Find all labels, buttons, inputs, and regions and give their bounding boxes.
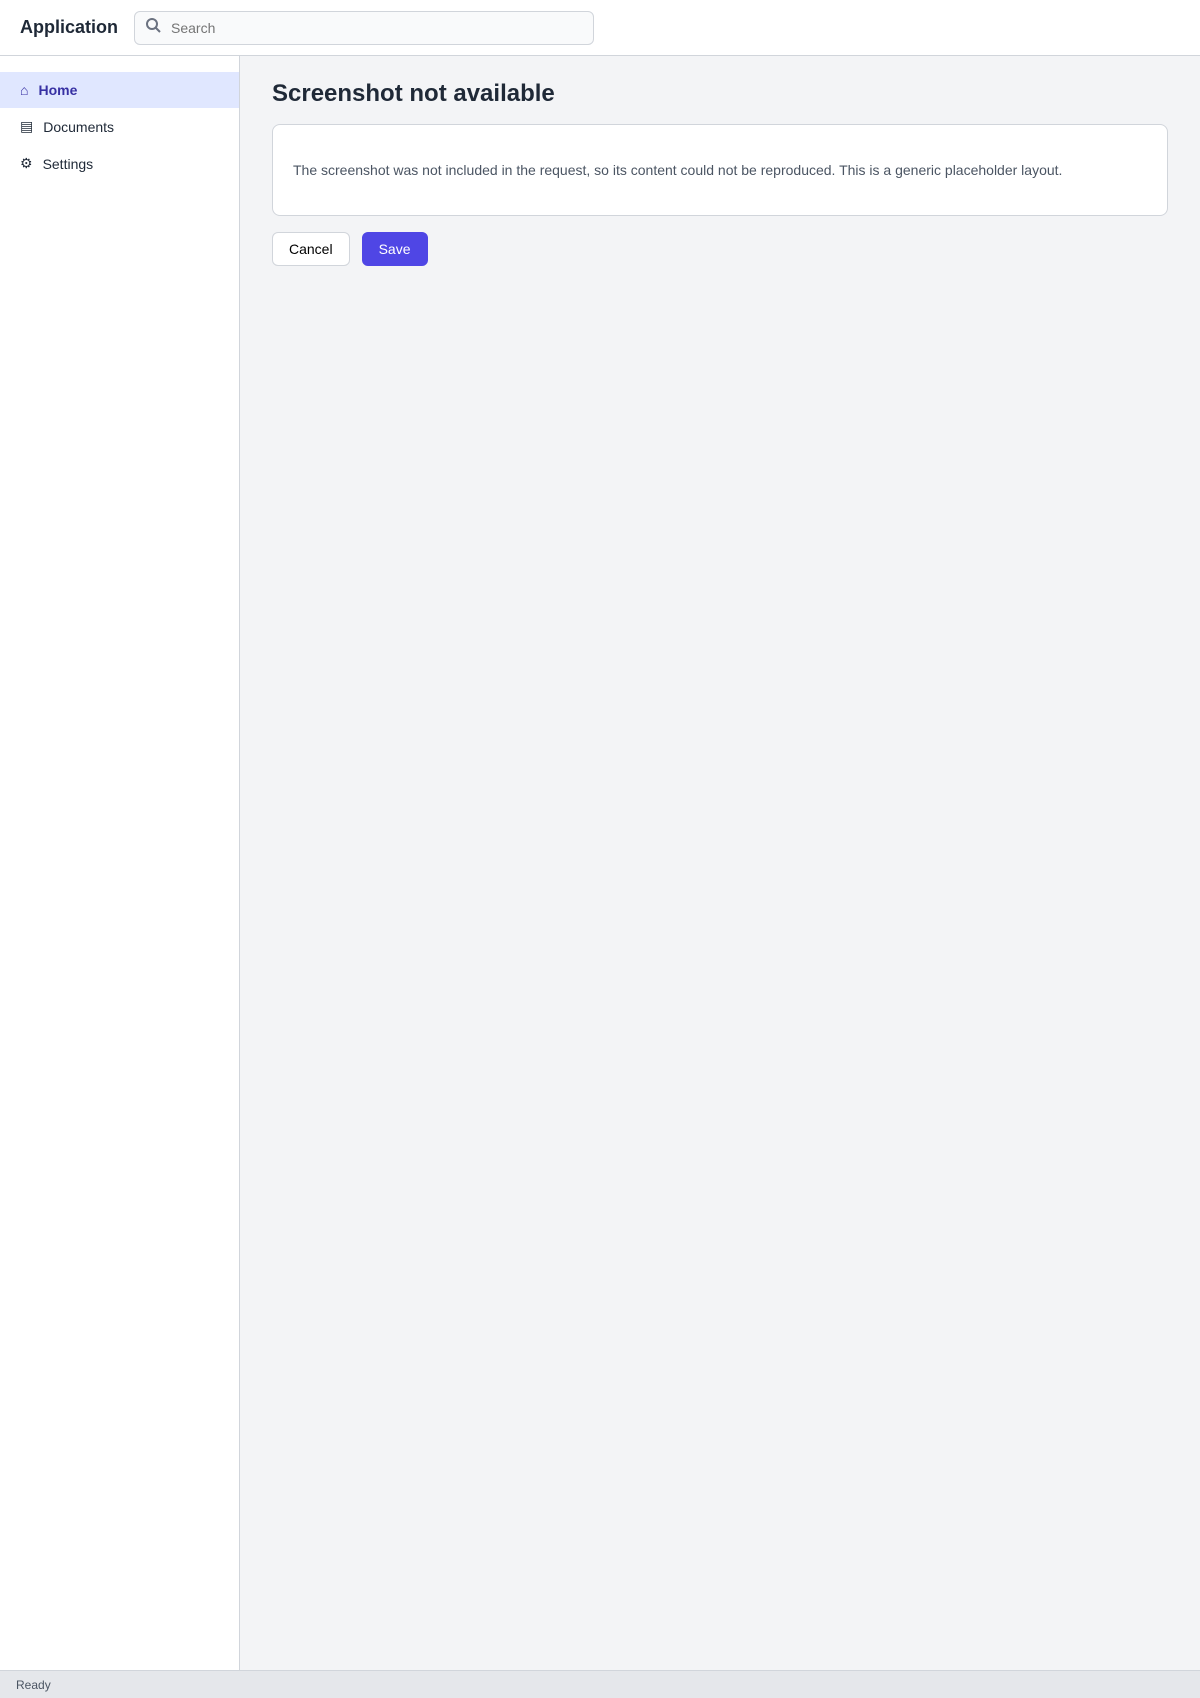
status-text: Ready (16, 1677, 51, 1692)
search-icon (145, 17, 161, 38)
save-button[interactable]: Save (362, 232, 428, 266)
page-title: Screenshot not available (272, 80, 555, 107)
sidebar (0, 56, 240, 1670)
main-panel (240, 56, 1200, 1670)
notice-text: The screenshot was not included in the request, so its content could not be reproduced. This is a generic placeholder layout. (293, 162, 1063, 178)
gear-icon: ⚙ (20, 155, 33, 171)
sidebar-item-documents[interactable] (0, 108, 239, 145)
app-title: Application (20, 17, 118, 37)
notice-panel (272, 124, 1168, 216)
action-toolbar (272, 232, 1168, 266)
search-box[interactable] (134, 11, 594, 45)
cancel-button[interactable]: Cancel (272, 232, 350, 266)
search-input[interactable] (169, 19, 583, 37)
home-icon: ⌂ (20, 82, 29, 98)
content-area (0, 56, 1200, 1670)
sidebar-item-label: Documents (43, 118, 115, 135)
document-icon: ▤ (20, 118, 34, 134)
sidebar-item-settings[interactable] (0, 145, 239, 182)
sidebar-item-label: Settings (42, 155, 94, 172)
sidebar-item-label: Home (38, 82, 78, 98)
status-bar (0, 1670, 1200, 1698)
sidebar-item-home[interactable] (0, 72, 239, 108)
top-bar (0, 0, 1200, 56)
